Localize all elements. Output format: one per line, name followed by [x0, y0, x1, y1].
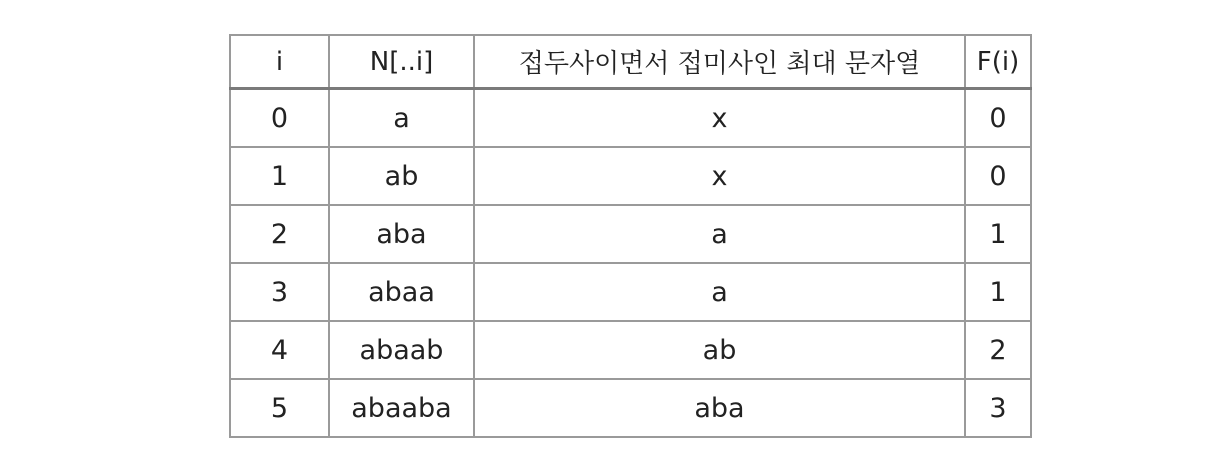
cell-prefix: abaaba [329, 379, 474, 437]
table-row [230, 263, 1031, 321]
cell-failure: 1 [965, 205, 1031, 263]
cell-border: x [474, 89, 965, 148]
cell-index: 3 [230, 263, 329, 321]
table-row [230, 147, 1031, 205]
cell-prefix: abaa [329, 263, 474, 321]
cell-border: ab [474, 321, 965, 379]
cell-prefix: a [329, 89, 474, 148]
cell-index: 0 [230, 89, 329, 148]
cell-border: a [474, 205, 965, 263]
header-prefix: N[..i] [329, 35, 474, 89]
table-row [230, 379, 1031, 437]
table-row [230, 321, 1031, 379]
cell-border: a [474, 263, 965, 321]
failure-function-table [229, 34, 1032, 438]
cell-prefix: aba [329, 205, 474, 263]
cell-failure: 1 [965, 263, 1031, 321]
header-index: i [230, 35, 329, 89]
header-longest-border: 접두사이면서 접미사인 최대 문자열 [474, 35, 965, 89]
cell-index: 1 [230, 147, 329, 205]
header-failure-value: F(i) [965, 35, 1031, 89]
cell-failure: 0 [965, 147, 1031, 205]
cell-prefix: abaab [329, 321, 474, 379]
cell-index: 2 [230, 205, 329, 263]
table-header-row [230, 35, 1031, 89]
cell-failure: 3 [965, 379, 1031, 437]
table-row [230, 205, 1031, 263]
table-row [230, 89, 1031, 148]
cell-prefix: ab [329, 147, 474, 205]
cell-index: 5 [230, 379, 329, 437]
cell-failure: 0 [965, 89, 1031, 148]
cell-failure: 2 [965, 321, 1031, 379]
failure-function-table-container [229, 34, 1032, 438]
cell-index: 4 [230, 321, 329, 379]
cell-border: x [474, 147, 965, 205]
cell-border: aba [474, 379, 965, 437]
